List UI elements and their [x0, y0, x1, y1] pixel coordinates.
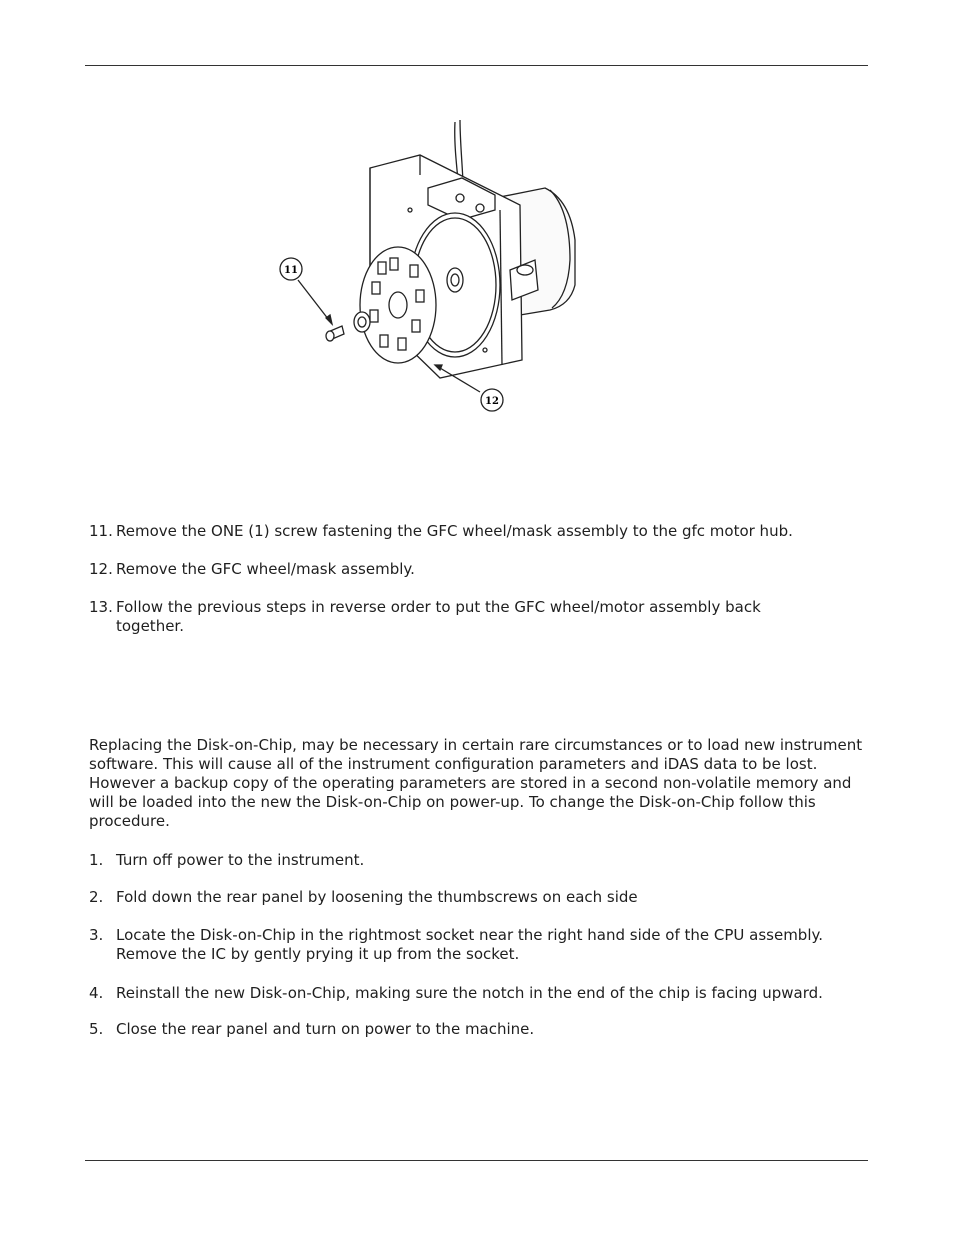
- step-number: 2.: [89, 888, 104, 906]
- step-number: 1.: [89, 851, 104, 869]
- footer-rule: [85, 1160, 868, 1161]
- list-item: [89, 598, 801, 636]
- callout-12-label: 12: [485, 396, 499, 407]
- step-text: Turn off power to the instrument.: [116, 851, 365, 869]
- step-number: 5.: [89, 1020, 104, 1038]
- step-number: 3.: [89, 926, 104, 944]
- step-number: 13.: [89, 598, 113, 616]
- list-item: [89, 851, 869, 870]
- callout-11: [280, 258, 302, 280]
- callout-11-label: 11: [284, 265, 298, 276]
- wire: [455, 122, 458, 180]
- step-text: Close the rear panel and turn on power to the machine.: [116, 1020, 535, 1038]
- step-text: Fold down the rear panel by loosening the thumbscrews on each side: [116, 888, 638, 906]
- step-text: Locate the Disk-on-Chip in the rightmost socket near the right hand side of the CPU assembly. Remove the IC by gently prying it up from the socket.: [116, 926, 823, 963]
- list-item: [89, 522, 869, 541]
- step-text: Remove the ONE (1) screw fastening the GFC wheel/mask assembly to the gfc motor hub.: [116, 522, 793, 540]
- step-text: Remove the GFC wheel/mask assembly.: [116, 560, 415, 578]
- list-item: [89, 888, 869, 907]
- callout-12: [481, 389, 503, 411]
- gfc-wheel-assembly-figure: [270, 110, 610, 420]
- step-number: 4.: [89, 984, 104, 1002]
- step-number: 12.: [89, 560, 113, 578]
- step-number: 11.: [89, 522, 113, 540]
- list-item: [89, 560, 869, 579]
- list-item: [89, 984, 869, 1003]
- step-text: Reinstall the new Disk-on-Chip, making sure the notch in the end of the chip is facing upward.: [116, 984, 823, 1002]
- washer: [354, 312, 370, 332]
- step-text: Follow the previous steps in reverse order to put the GFC wheel/motor assembly back together.: [116, 598, 761, 635]
- list-item: [89, 1020, 869, 1039]
- wire: [460, 120, 463, 182]
- intro-paragraph: Replacing the Disk-on-Chip, may be necessary in certain rare circumstances or to load new instrument software. This will cause all of the instrument configuration parameters and iDAS data to be lost. However a backup copy of the operating parameters are stored in a second non-volatile memory and will be loaded into the new the Disk-on-Chip on power-up. To change the Disk-on-Chip follow this procedure.: [89, 736, 863, 830]
- header-rule: [85, 65, 868, 66]
- list-item: [89, 926, 869, 964]
